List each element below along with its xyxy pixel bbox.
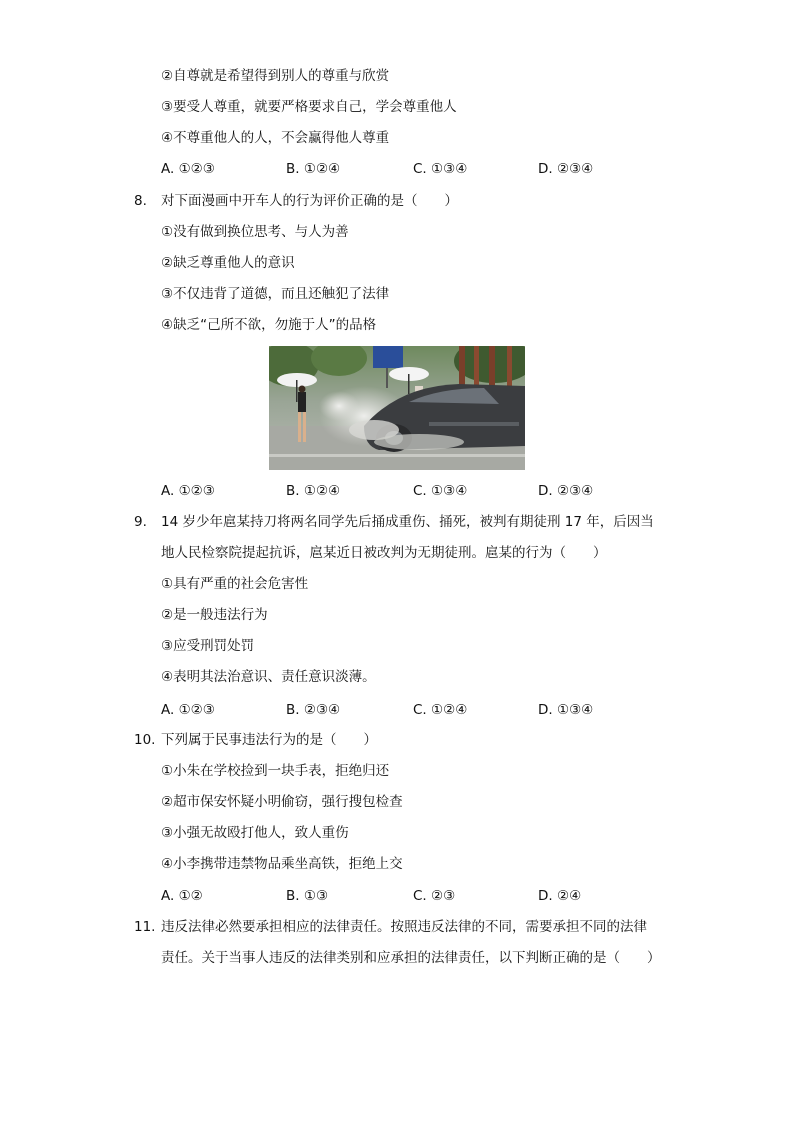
option-c: C. ①②④ — [413, 702, 468, 718]
option-c: C. ②③ — [413, 888, 456, 904]
q9-options — [161, 701, 661, 719]
option-c: C. ①③④ — [413, 161, 468, 177]
q8-statement-1: ①没有做到换位思考、与人为善 — [161, 224, 349, 240]
option-d: D. ②④ — [538, 888, 582, 904]
q9-statement-2: ②是一般违法行为 — [161, 607, 268, 623]
q8-options — [161, 482, 661, 500]
option-d: D. ②③④ — [538, 483, 594, 499]
option-b: B. ①②④ — [286, 483, 341, 499]
question-11-number: 11. — [134, 919, 156, 935]
option-a: A. ①② — [161, 888, 203, 904]
question-11-stem-line-2: 责任。关于当事人违反的法律类别和应承担的法律责任，以下判断正确的是（ ） — [161, 950, 661, 966]
option-d: D. ②③④ — [538, 161, 594, 177]
option-c: C. ①③④ — [413, 483, 468, 499]
option-b: B. ①②④ — [286, 161, 341, 177]
question-9-stem-line-2: 地人民检察院提起抗诉，扈某近日被改判为无期徒刑。扈某的行为（ ） — [161, 545, 607, 561]
question-10-stem: 下列属于民事违法行为的是（ ） — [161, 732, 377, 748]
q10-options — [161, 887, 661, 905]
question-8-number: 8. — [134, 193, 147, 209]
question-10-number: 10. — [134, 732, 156, 748]
option-a: A. ①②③ — [161, 161, 215, 177]
question-8-stem: 对下面漫画中开车人的行为评价正确的是（ ） — [161, 193, 458, 209]
q8-statement-2: ②缺乏尊重他人的意识 — [161, 255, 295, 271]
q10-statement-3: ③小强无故殴打他人，致人重伤 — [161, 825, 349, 841]
option-b: B. ②③④ — [286, 702, 341, 718]
prev-options — [161, 160, 661, 178]
option-d: D. ①③④ — [538, 702, 594, 718]
prev-statement-2: ②自尊就是希望得到别人的尊重与欣赏 — [161, 68, 390, 84]
q10-statement-4: ④小李携带违禁物品乘坐高铁，拒绝上交 — [161, 856, 403, 872]
option-b: B. ①③ — [286, 888, 329, 904]
option-a: A. ①②③ — [161, 702, 215, 718]
question-9-number: 9. — [134, 514, 147, 530]
question-11-stem-line-1: 违反法律必然要承担相应的法律责任。按照违反法律的不同，需要承担不同的法律 — [161, 919, 647, 935]
q9-statement-4: ④表明其法治意识、责任意识淡薄。 — [161, 669, 376, 685]
q8-statement-4: ④缺乏“己所不欲，勿施于人”的品格 — [161, 317, 377, 333]
prev-statement-3: ③要受人尊重，就要严格要求自己，学会尊重他人 — [161, 99, 457, 115]
question-9-stem-line-1: 14 岁少年扈某持刀将两名同学先后捅成重伤、捅死，被判有期徒刑 17 年，后因当 — [161, 514, 654, 530]
q9-statement-3: ③应受刑罚处罚 — [161, 638, 255, 654]
q8-statement-3: ③不仅违背了道德，而且还触犯了法律 — [161, 286, 390, 302]
prev-statement-4: ④不尊重他人的人，不会赢得他人尊重 — [161, 130, 390, 146]
car-splashing-pedestrian-photo — [269, 346, 525, 470]
q10-statement-2: ②超市保安怀疑小明偷窃，强行搜包检查 — [161, 794, 403, 810]
option-a: A. ①②③ — [161, 483, 215, 499]
q10-statement-1: ①小朱在学校捡到一块手表，拒绝归还 — [161, 763, 390, 779]
q9-statement-1: ①具有严重的社会危害性 — [161, 576, 309, 592]
